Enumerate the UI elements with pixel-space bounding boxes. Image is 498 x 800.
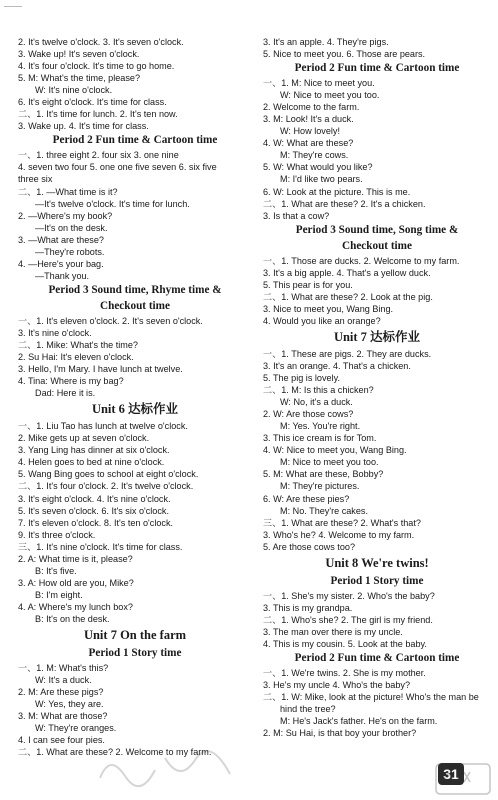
- unit-heading: Unit 7 On the farm: [83, 628, 187, 643]
- answer-line: 9. It's three o'clock.: [18, 529, 96, 540]
- answer-line: M: They're pictures.: [280, 481, 360, 492]
- section-heading: Checkout time: [100, 299, 170, 312]
- answer-line: 4. —Here's your bag.: [18, 258, 104, 269]
- answer-line: B: I'm eight.: [35, 589, 83, 600]
- answer-line: 一、1. Those are ducks. 2. Welcome to my farm.: [263, 255, 460, 266]
- answer-line: M: He's Jack's father. He's on the farm.: [280, 716, 438, 727]
- section-heading: Period 1 Story time: [88, 647, 182, 660]
- answer-line: 4. W: Nice to meet you, Wang Bing.: [263, 445, 407, 456]
- answer-line: 3. This is my grandpa.: [263, 602, 353, 613]
- answer-line: 3. The man over there is my uncle.: [263, 626, 403, 637]
- answer-line: 3. M: What are those?: [18, 711, 108, 722]
- answer-line: 3. —What are these?: [18, 234, 104, 245]
- answer-line: 5. Wang Bing goes to school at eight o'clock.: [18, 469, 199, 480]
- answer-line: W: Yes, they are.: [35, 699, 104, 710]
- answer-line: 二、1. —What time is it?: [18, 186, 118, 197]
- answer-line: 4. Tina: Where is my bag?: [18, 376, 124, 387]
- answer-line: B: It's five.: [35, 565, 77, 576]
- answer-line: 2. Su Hai: It's eleven o'clock.: [18, 352, 134, 363]
- answer-line: 3. It's eight o'clock. 4. It's nine o'clock.: [18, 493, 171, 504]
- answer-line: 4. Would you like an orange?: [263, 315, 381, 326]
- answer-line: 2. Welcome to the farm.: [263, 102, 360, 113]
- answer-line: 一、1. We're twins. 2. She is my mother.: [263, 667, 426, 678]
- answer-line: 3. It's a big apple. 4. That's a yellow duck.: [263, 267, 431, 278]
- section-heading: Period 3 Sound time, Song time &: [295, 223, 459, 236]
- answer-line: W: Nice to meet you too.: [280, 90, 380, 101]
- unit-heading: Unit 7 达标作业: [333, 329, 421, 344]
- answer-line: 3. M: Look! It's a duck.: [263, 114, 354, 125]
- answer-line: 4. A: Where's my lunch box?: [18, 601, 133, 612]
- answer-line: 3. Wake up. 4. It's time for class.: [18, 121, 149, 132]
- answer-line: B: It's on the desk.: [35, 613, 110, 624]
- watermark-stamp-icon: [90, 748, 240, 788]
- answer-line: 3. He's my uncle 4. Who's the baby?: [263, 680, 411, 691]
- section-heading: Period 2 Fun time & Cartoon time: [52, 134, 218, 147]
- answer-line: W: They're oranges.: [35, 723, 117, 734]
- answer-line: 3. It's an apple. 4. They're pigs.: [263, 37, 389, 47]
- answer-line: 二、1. Mike: What's the time?: [18, 339, 138, 350]
- answer-line: 3. A: How old are you, Mike?: [18, 577, 134, 588]
- answer-line: 2. Mike gets up at seven o'clock.: [18, 433, 150, 444]
- answer-line: 三、1. What are these? 2. What's that?: [263, 517, 421, 528]
- watermark-logo-icon: [434, 762, 492, 796]
- answer-line: 4. It's four o'clock. It's time to go home.: [18, 61, 175, 72]
- answer-line: W: It's a duck.: [35, 675, 92, 686]
- answer-line: 3. Yang Ling has dinner at six o'clock.: [18, 445, 170, 456]
- answer-line: 4. Helen goes to bed at nine o'clock.: [18, 457, 165, 468]
- answer-line: 一、1. three eight 2. four six 3. one nine: [18, 150, 179, 161]
- answer-line: —Thank you.: [35, 270, 90, 281]
- answer-line: 3. Who's he? 4. Welcome to my farm.: [263, 529, 415, 540]
- answer-line: M: They're cows.: [280, 150, 349, 161]
- top-scan-mark: [4, 6, 22, 7]
- answer-line: 5. It's seven o'clock. 6. It's six o'clock.: [18, 505, 169, 516]
- answer-line: 2. It's twelve o'clock. 3. It's seven o'clock.: [18, 37, 184, 47]
- unit-heading: Unit 8 We're twins!: [325, 555, 429, 570]
- answer-line: 3. It's an orange. 4. That's a chicken.: [263, 360, 411, 371]
- answer-line: 5. This pear is for you.: [263, 279, 353, 290]
- answer-line: 3. Hello, I'm Mary. I have lunch at twelve.: [18, 364, 183, 375]
- answer-line: 5. M: What are these, Bobby?: [263, 469, 384, 480]
- answer-line: 5. The pig is lovely.: [263, 373, 340, 384]
- answer-line: —It's twelve o'clock. It's time for lunch.: [35, 198, 190, 209]
- answer-line: 一、1. These are pigs. 2. They are ducks.: [263, 348, 432, 359]
- answer-line: 2. M: Su Hai, is that boy your brother?: [263, 728, 417, 739]
- answer-line: 三、1. It's nine o'clock. It's time for class.: [18, 541, 183, 552]
- answer-line: 6. It's eight o'clock. It's time for class.: [18, 97, 167, 108]
- answer-line: 7. It's eleven o'clock. 8. It's ten o'clock.: [18, 517, 174, 528]
- answer-line: 二、1. It's four o'clock. 2. It's twelve o'clock.: [18, 481, 194, 492]
- answer-line: 3. Wake up! It's seven o'clock.: [18, 49, 140, 60]
- answer-line: 2. A: What time is it, please?: [18, 553, 133, 564]
- answer-line: 2. —Where's my book?: [18, 210, 113, 221]
- answer-line: 4. This is my cousin. 5. Look at the baby.: [263, 638, 427, 649]
- answer-line: 4. W: What are these?: [263, 138, 354, 149]
- answer-line: 二、1. Who's she? 2. The girl is my friend.: [263, 614, 433, 625]
- answer-line: W: How lovely!: [280, 126, 340, 137]
- answer-line: 5. W: What would you like?: [263, 162, 373, 173]
- answer-line: 3. This ice cream is for Tom.: [263, 433, 377, 444]
- answer-line: 5. Nice to meet you. 6. Those are pears.: [263, 49, 426, 60]
- section-heading: Period 2 Fun time & Cartoon time: [294, 62, 460, 75]
- right-answer-column: [263, 36, 491, 739]
- answer-line: 二、1. W: Mike, look at the picture! Who's the man be: [263, 692, 479, 703]
- answer-line: M: I'd like two pears.: [280, 174, 363, 185]
- answer-line: M: Yes. You're right.: [280, 421, 361, 432]
- answer-line: 二、1. What are these? 2. It's a chicken.: [263, 198, 426, 209]
- answer-line: 一、1. It's eleven o'clock. 2. It's seven o'clock.: [18, 315, 203, 326]
- answer-line: 一、1. M: What's this?: [18, 663, 109, 674]
- answer-line: —It's on the desk.: [35, 222, 108, 233]
- answer-line: 5. M: What's the time, please?: [18, 73, 141, 84]
- section-heading: Checkout time: [342, 239, 412, 252]
- answer-line: M: Nice to meet you too.: [280, 457, 379, 468]
- answer-line: 一、1. Liu Tao has lunch at twelve o'clock.: [18, 421, 188, 432]
- page-number: 31: [438, 763, 464, 785]
- answer-line: three six: [18, 174, 53, 185]
- answer-line: W: No, it's a duck.: [280, 397, 353, 408]
- answer-line: 3. Is that a cow?: [263, 210, 330, 221]
- answer-line: hind the tree?: [280, 704, 336, 715]
- answer-line: 3. It's nine o'clock.: [18, 327, 92, 338]
- section-heading: Period 3 Sound time, Rhyme time &: [48, 283, 222, 296]
- answer-line: 一、1. M: Nice to meet you.: [263, 78, 375, 89]
- answer-line: 二、1. What are these? 2. Look at the pig.: [263, 291, 433, 302]
- section-heading: Period 1 Story time: [330, 574, 424, 587]
- answer-line: W: It's nine o'clock.: [35, 85, 113, 96]
- answer-line: 2. W: Are those cows?: [263, 409, 354, 420]
- left-answer-column: [18, 36, 252, 758]
- answer-line: 5. Are those cows too?: [263, 541, 356, 552]
- answer-line: 二、1. What are these? 2. Welcome to my farm.: [18, 747, 212, 758]
- answer-line: —They're robots.: [35, 246, 105, 257]
- answer-line: M: No. They're cakes.: [280, 505, 368, 516]
- answer-line: 2. M: Are these pigs?: [18, 687, 104, 698]
- answer-line: 二、1. M: Is this a chicken?: [263, 385, 374, 396]
- answer-line: 6. W: Look at the picture. This is me.: [263, 186, 411, 197]
- answer-line: 二、1. It's time for lunch. 2. It's ten now.: [18, 109, 178, 120]
- answer-line: 4. I can see four pies.: [18, 735, 105, 746]
- unit-heading: Unit 6 达标作业: [91, 402, 179, 417]
- answer-line: 一、1. She's my sister. 2. Who's the baby?: [263, 590, 435, 601]
- answer-line: Dad: Here it is.: [35, 388, 96, 399]
- answer-line: 3. Nice to meet you, Wang Bing.: [263, 303, 394, 314]
- answer-line: 6. W: Are these pies?: [263, 493, 350, 504]
- answer-line: 4. seven two four 5. one one five seven 6. six five: [18, 162, 217, 173]
- section-heading: Period 2 Fun time & Cartoon time: [294, 651, 460, 664]
